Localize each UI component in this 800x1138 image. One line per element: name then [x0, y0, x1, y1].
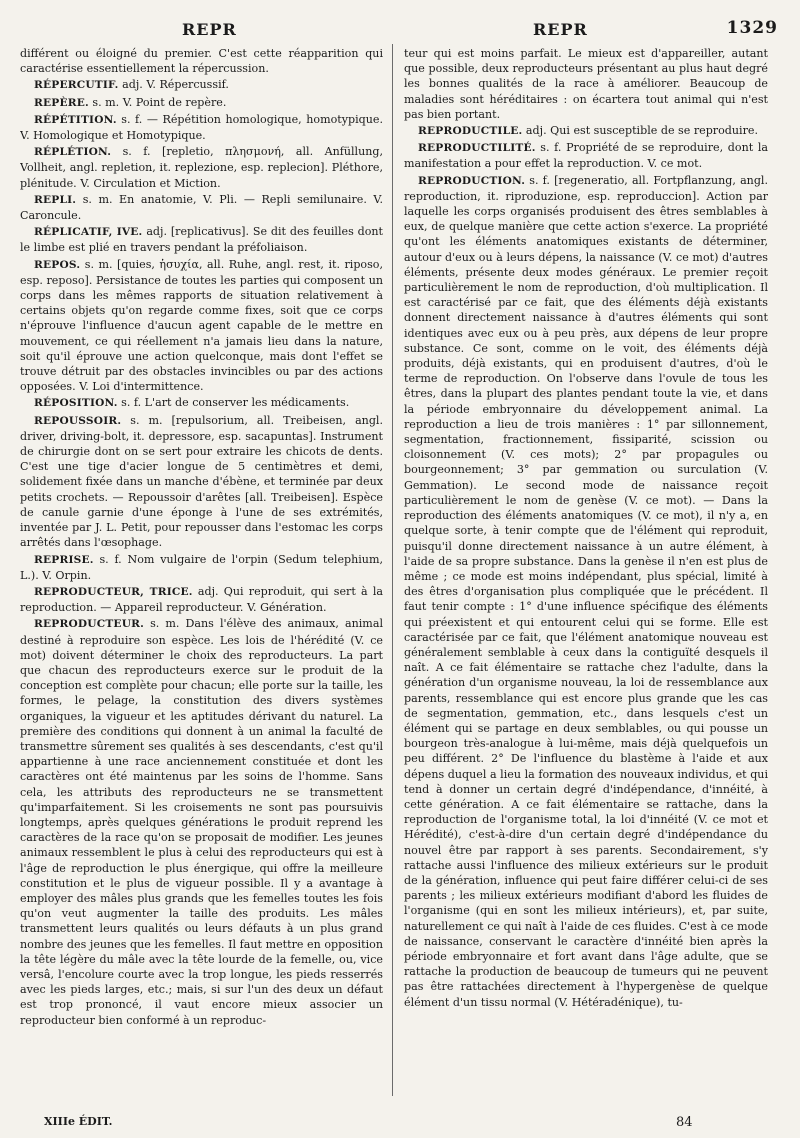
dictionary-entry — [20, 144, 383, 191]
entry-definition: s. m. [quies, ἡσυχία, all. Ruhe, angl. rest, it. riposo, esp. reposo]. Persistance de toutes les parties qui composent un corps dans les mêmes rapports de situation relativement à certains objets qu'on regarde comme fixes, soit que ce corps n'éprouve l'influence d'aucun agent capable de le mettre en mouvement, ce qui réellement n'a jamais lieu dans la nature, soit qu'il éprouve une action quelconque, mais dont l'effet se trouve détruit par des obstacles invincibles ou par des actions opposées. V. Loi d'intermittence. — [20, 257, 383, 394]
running-head-left: REPR — [182, 20, 237, 39]
dictionary-entry — [20, 413, 383, 551]
entry-headword: REPOS. — [34, 258, 81, 271]
page-number: 1329 — [726, 18, 778, 38]
entry-definition: s. f. Propriété de se reproduire, dont la manifestation a pour effet la reproduction. V. ce mot. — [404, 141, 768, 171]
entry-headword: REPRODUCTEUR, TRICE. — [34, 585, 193, 598]
entry-definition: s. m. En anatomie, V. Pli. — Repli semilunaire. V. Caroncule. — [20, 192, 383, 223]
dictionary-entry — [20, 616, 383, 1027]
entry-definition: s. f. [regeneratio, all. Fortpflanzung, angl. reproduction, it. riproduzione, esp. reproduccion]. Action par laquelle les corps organisés produisent des êtres semblables à eux, de quelque manière que cette action s'exerce. La propriété qu'ont les éléments anatomiques existants de déterminer, autour d'eux ou à leurs dépens, la naissance (V. ce mot) d'autres éléments, présente deux modes généraux. Le premier reçoit particulièrement le nom de reproduction, d'où multiplication. Il est caractérisé par ce fait, que des éléments déjà existants donnent directement naissance à d'autres éléments qui sont identiques avec eux ou à peu près, aux dépens de leur propre substance. Ce sont, comme on le voit, des éléments déjà produits, déjà existants, qui en produisent d'autres, d'où le terme de reproduction. On l'observe dans l'ovule de tous les êtres, dans la plupart des plantes pendant toute la vie, et dans la période embryonnaire du développement animal. La reproduction a lieu de trois manières : 1° par sillonnement, segmentation, fractionnement, fissiparité, scission ou cloisonnement (V. ces mots); 2° par propagules ou bourgeonnement; 3° par gemmation ou surculation (V. Gemmation). Le second mode de naissance reçoit particulièrement le nom de genèse (V. ce mot). — Dans la reproduction des éléments anatomiques (V. ce mot), il n'y a, en quelque sorte, à tenir compte que de l'élément qui reproduit, puisqu'il donne directement naissance à un autre élément, à l'aide de sa propre substance. Dans la genèse il n'en est plus de même ; ce mode est moins indépendant, plus spécial, limité à des êtres d'organisation plus compliquée que le précédent. Il faut tenir compte : 1° d'une influence spécifique des éléments qui préexistent et qui entourent celui qui se forme. Elle est caractérisée par ce fait, que l'élément anatomique nouveau est généralement semblable à ceux dans la contiguïté desquels il naît. A ce fait élémentaire se rattache chez l'adulte, dans la génération d'un organisme nouveau, la loi de ressemblance aux parents, ressemblance qui est encore plus grande que les cas de segmentation, gemmation, etc., dans lesquels c'est un élément qui se partage en deux semblables, ou qui pousse un bourgeon très-analogue à lui-même, mais déjà quelquefois un peu différent. 2° De l'influence du blastème à l'aide et aux dépens duquel a lieu la formation des nouveaux individus, et qui tend à donner un certain degré d'indépendance, d'innéité, à cette génération. A ce fait élémentaire se rattache, dans la reproduction de l'organisme total, la loi d'innéité (V. ce mot et Hérédité), c'est-à-dire d'un certain degré d'indépendance du nouvel être par rapport à ses parents. Secondairement, s'y rattache aussi l'influence des milieux extérieurs sur le produit de la génération, influence qui peut faire différer celui-ci de ses parents ; les milieux extérieurs modifiant d'abord les fluides de l'organisme (qui en sont les milieux intérieurs), et, par suite, naturellement ce qui naît à l'aide de ces fluides. C'est à ce mode de naissance, conservant le caractère d'innéité bien après la période embryonnaire et fort avant dans l'âge adulte, que se rattache la production de beaucoup de tumeurs qui ne peuvent pas être rattachées directement à l'hypergenèse de quelque élément d'un tissu normal (V. Hétéradénique), tu- — [404, 173, 768, 1009]
dictionary-entry — [404, 173, 768, 1010]
entry-headword: RÉPOSITION. — [34, 397, 118, 410]
entry-definition: s. m. Dans l'élève des animaux, animal destiné à reproduire son espèce. Les lois de l'hérédité (V. ce mot) doivent déterminer le choix des reproducteurs. La part que chacun des reproducteurs exerce sur le produit de la conception est complète pour chacun; elle porte sur la taille, les formes, le pelage, la constitution des divers systèmes organiques, la vigueur et les aptitudes dérivant du naturel. La première des conditions qui donnent à un animal la faculté de transmettre sûrement ses qualités à ses descendants, c'est qu'il appartienne à une race anciennement constituée et dont les caractères ont été maintenus par les soins de l'homme. Sans cela, les attributs des reproducteurs ne se transmettent qu'imparfaitement. Si les croisements ne sont pas poursuivis longtemps, après quelques générations le produit reprend les caractères de la race qu'on se proposait de modifier. Les jeunes animaux ressemblent le plus à celui des reproducteurs qui est à l'âge de reproduction le plus énergique, qui offre la meilleure constitution et le plus de vigueur possible. Il y a avantage à employer des mâles plus grands que les femelles toutes les fois qu'on veut augmenter la taille des produits. Les mâles transmettent leurs qualités ou leurs défauts à un plus grand nombre des jeunes que les femelles. Il faut mettre en opposition la tête légère du mâle avec la tête lourde de la femelle, ou, vice versâ, l'encolure courte avec la trop longue, les pieds resserrés avec les pieds larges, etc.; mais, si sur l'un des deux un défaut est trop prononcé, il vaut encore mieux associer un reproducteur bien conformé à un reproduc- — [20, 617, 383, 1027]
edition-mark: XIIIe ÉDIT. — [44, 1115, 113, 1128]
entry-definition: s. f. — Répétition homologique, homotypique. V. Homologique et Homotypique. — [20, 112, 383, 143]
dictionary-entry — [20, 112, 383, 143]
entry-headword: REPRODUCTILITÉ. — [418, 142, 536, 155]
dictionary-entry — [20, 584, 383, 615]
entry-definition: s. m. [repulsorium, all. Treibeisen, angl. driver, driving-bolt, it. depressore, esp. sacapuntas]. Instrument de chirurgie dont on se sert pour extraire les chicots de dents. C'est une tige d'acier longue de 5 centimètres et demi, solidement fixée dans un manche d'ébène, et terminée par deux petits crochets. — Repoussoir d'arêtes [all. Treibeisen]. Espèce de canule garnie d'une éponge à l'une de ses extrémités, inventée par J. L. Petit, pour repousser dans l'estomac les corps arrêtés dans l'œsophage. — [20, 413, 383, 550]
column-divider — [392, 44, 393, 1096]
signature-mark: 84 — [676, 1115, 693, 1130]
entry-definition: adj. [replicativus]. Se dit des feuilles dont le limbe est plié en travers pendant la préfoliaison. — [20, 225, 383, 255]
entry-headword: RÉPLÉTION. — [34, 146, 112, 159]
entry-headword: RÉPÉTITION. — [34, 113, 117, 126]
dictionary-entry — [20, 395, 383, 411]
entry-headword: REPÈRE. — [34, 96, 89, 109]
entry-headword: REPRISE. — [34, 553, 94, 566]
entry-definition: adj. V. Répercussif. — [122, 78, 229, 92]
entry-headword: REPRODUCTION. — [418, 174, 526, 187]
entry-definition: adj. Qui est susceptible de se reproduire. — [525, 124, 758, 138]
entry-definition: s. f. [repletio, πλησμονή, all. Anfüllung, Vollheit, angl. repletion, it. replezione, esp. replecion]. Pléthore, plénitude. V. Circulation et Miction. — [20, 145, 383, 190]
dictionary-entry — [20, 552, 383, 583]
dictionary-entry — [20, 46, 383, 76]
entry-definition: s. m. V. Point de repère. — [92, 95, 227, 109]
right-column — [404, 46, 768, 1098]
dictionary-entry — [404, 46, 768, 122]
dictionary-entry — [20, 95, 383, 111]
entry-headword: REPOUSSOIR. — [34, 414, 122, 427]
entry-definition: adj. Qui reproduit, qui sert à la reproduction. — Appareil reproducteur. V. Génération. — [20, 584, 383, 615]
entry-headword: RÉPERCUTIF. — [34, 79, 119, 92]
dictionary-entry — [20, 257, 383, 395]
entry-headword: RÉPLICATIF, IVE. — [34, 226, 143, 239]
left-column — [20, 46, 383, 1098]
dictionary-entry — [20, 77, 383, 93]
dictionary-entry — [404, 140, 768, 171]
entry-headword: REPLI. — [34, 193, 77, 206]
dictionary-entry — [404, 123, 768, 139]
dictionary-entry — [20, 224, 383, 255]
entry-definition: teur qui est moins parfait. Le mieux est d'appareiller, autant que possible, deux reproducteurs présentant au plus haut degré les bonnes qualités de la race à améliorer. Beaucoup de maladies sont héréditaires : on écartera tout animal qui n'est pas bien portant. — [404, 47, 768, 121]
entry-headword: REPRODUCTILE. — [418, 125, 523, 138]
entry-headword: REPRODUCTEUR. — [34, 618, 145, 631]
entry-definition: s. f. Nom vulgaire de l'orpin (Sedum telephium, L.). V. Orpin. — [20, 552, 383, 582]
entry-definition: s. f. L'art de conserver les médicaments. — [121, 396, 350, 410]
running-head-right: REPR — [533, 20, 588, 39]
entry-definition: différent ou éloigné du premier. C'est cette réapparition qui caractérise essentiellement la répercussion. — [20, 47, 383, 76]
dictionary-entry — [20, 192, 383, 223]
